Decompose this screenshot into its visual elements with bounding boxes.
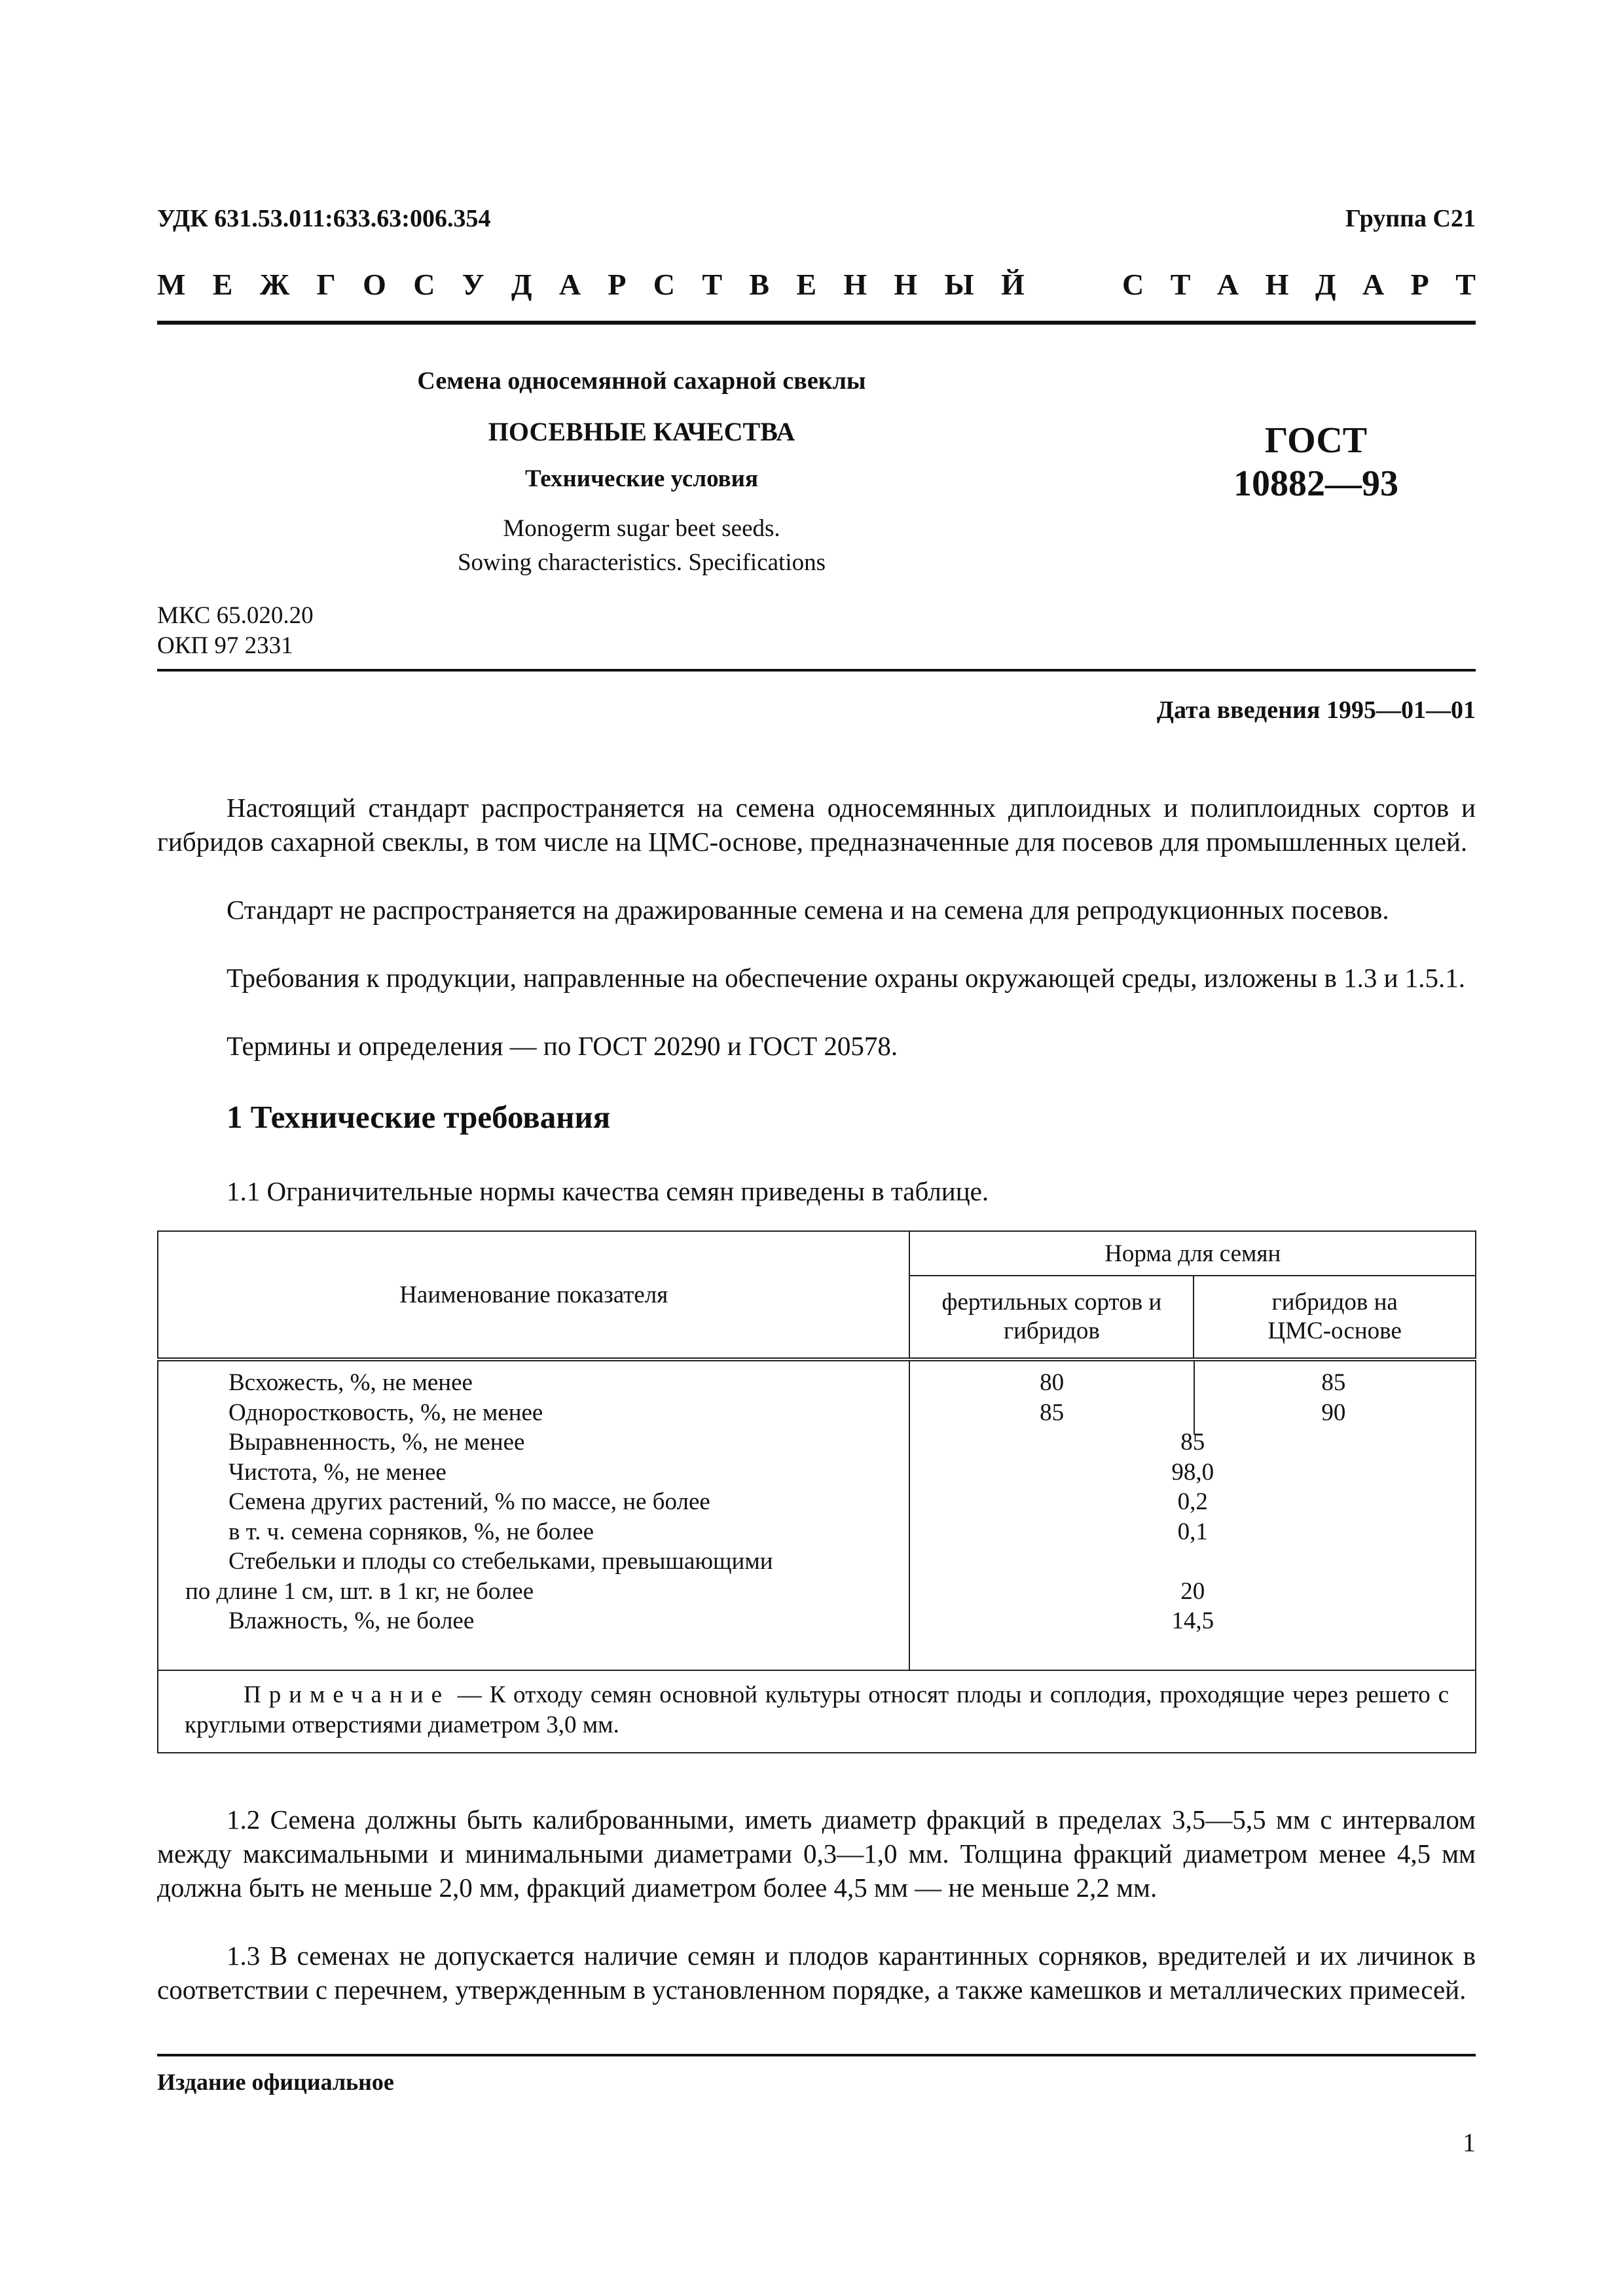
heading-letter: Е [796,268,817,301]
heading-letter: Н [894,268,918,301]
indicator-names-column [158,1359,909,1670]
norm-value-row: 0,2 [1177,1488,1208,1515]
header-norm: Норма для семян [909,1231,1476,1276]
heading-letter: Й [1001,268,1025,301]
header-hybrid-text: гибридов на ЦМС-основе [1267,1289,1402,1345]
paragraph-1-2 [157,1803,1476,1905]
paragraph-1-1-text: 1.1 Ограничительные нормы качества семян приведены в таблице. [227,1176,989,1206]
codes-rule [157,669,1476,672]
norm-value-row [911,1368,1474,1398]
indicator-name: Чистота, %, не менее [228,1458,447,1486]
udk-code: УДК 631.53.011:633.63:006.354 [157,205,491,232]
heading-letter: А [558,268,581,301]
gost-number [1198,419,1434,505]
standard-word [1122,267,1476,302]
intro-paragraph-4 [157,1029,1476,1063]
heading-letter: Н [843,268,867,301]
norm-value-row [911,1398,1474,1428]
interstate-standard-heading [157,267,1476,306]
footer-rule [157,2054,1476,2056]
intro-text-2: Стандарт не распространяется на дражированные семена и на семена для репродукционных посевов. [227,895,1389,925]
official-edition: Издание официальное [157,2069,394,2095]
header-fertile [909,1276,1194,1359]
interstate-word [157,267,1025,302]
norm-value-row: 14,5 [1171,1607,1214,1634]
heading-letter: А [1362,268,1385,301]
indicator-name: Одноростковость, %, не менее [228,1399,543,1426]
heading-letter: Ы [944,268,974,301]
heading-letter: Т [1455,268,1476,301]
heading-letter: Р [608,268,627,301]
paragraph-1-1 [157,1174,1476,1208]
heading-letter: Т [1170,268,1191,301]
paragraph-1-3-text: 1.3 В семенах не допускается наличие семян и плодов карантинных сорняков, вредителей и их личинок в соответствии с перечнем, утвержденным в установленном порядке, а также камешков и металлических примесей. [157,1941,1476,2005]
hybrid-value: 90 [1321,1399,1346,1426]
heading-letter: М [157,268,186,301]
heading-letter: Д [1315,268,1336,301]
english-title-line2: Sowing characteristics. Specifications [457,549,826,576]
norm-values-column [909,1359,1476,1670]
heading-letter: С [653,268,676,301]
heading-letter: А [1216,268,1239,301]
okp-code: ОКП 97 2331 [157,632,293,659]
intro-text-4: Термины и определения — по ГОСТ 20290 и ГОСТ 20578. [227,1031,898,1061]
group-code: Группа С21 [1345,205,1476,232]
heading-letter: С [413,268,435,301]
hybrid-value: 85 [1321,1369,1346,1396]
heading-letter: О [363,268,386,301]
header-fertile-text: фертильных сортов и гибридов [941,1289,1162,1345]
gost-code: 10882—93 [1233,463,1398,504]
indicator-name: в т. ч. семена сорняков, %, не более [228,1518,594,1545]
heading-letter: В [749,268,770,301]
indicator-name: Всхожесть, %, не менее [228,1369,473,1396]
norm-value-row [911,1547,1474,1577]
quality-norms-table [157,1230,1476,1753]
note-text: — К отходу семян основной культуры относят плоды и соплодия, проходящие через решето с круглыми отверстиями диаметром 3,0 мм. [185,1681,1449,1738]
heading-letter: Ж [259,268,290,301]
indicator-name: Влажность, %, не более [228,1607,475,1634]
doc-title-line1: Семена односемянной сахарной свеклы [417,367,866,395]
indicator-name: Выравненность, %, не менее [228,1429,525,1456]
heading-letter: Д [511,268,532,301]
doc-title-line3: Технические условия [525,465,758,492]
section-heading: 1 Технические требования [227,1099,611,1135]
introduction-date: Дата введения 1995—01—01 [1156,696,1476,724]
doc-title-english [367,512,917,580]
heading-letter: Е [212,268,233,301]
indicator-name: по длине 1 см, шт. в 1 кг, не более [185,1577,534,1605]
fertile-value: 80 [1040,1369,1065,1396]
note-label: Примечание [244,1681,450,1708]
gost-label: ГОСТ [1264,420,1368,461]
header-hybrid [1194,1276,1476,1359]
english-title-line1: Monogerm sugar beet seeds. [503,515,780,542]
norm-value-row: 98,0 [1171,1458,1214,1486]
paragraph-1-3 [157,1939,1476,2007]
intro-text-1: Настоящий стандарт распространяется на семена односемянных диплоидных и полиплоидных сортов и гибридов сахарной свеклы, в том числе на ЦМС-основе, предназначенные для посевов для промышленных целей. [157,793,1476,857]
heading-letter: Г [316,268,336,301]
page-number: 1 [1463,2128,1476,2157]
intro-paragraph-2 [157,893,1476,927]
indicator-name: Семена других растений, % по массе, не более [228,1488,710,1515]
doc-title-line2: ПОСЕВНЫЕ КАЧЕСТВА [488,417,795,446]
intro-paragraph-1 [157,791,1476,859]
mks-code: МКС 65.020.20 [157,602,314,629]
heading-letter: Н [1265,268,1289,301]
header-indicator-name: Наименование показателя [158,1231,909,1359]
intro-paragraph-3 [157,961,1476,995]
norm-value-row: 0,1 [1177,1518,1208,1545]
heading-letter: Р [1410,268,1429,301]
indicator-name: Стебельки и плоды со стебельками, превышающими [228,1548,773,1575]
paragraph-1-2-text: 1.2 Семена должны быть калиброванными, иметь диаметр фракций в пределах 3,5—5,5 мм с интервалом между максимальными и минимальными диаметрами 0,3—1,0 мм. Толщина фракций диаметром менее 4,5 мм должна быть не меньше 2,0 мм, фракций диаметром более 4,5 мм — не меньше 2,2 мм. [157,1804,1476,1903]
intro-text-3: Требования к продукции, направленные на обеспечение охраны окружающей среды, изложены в 1.3 и 1.5.1. [227,963,1466,993]
heading-letter: Т [702,268,723,301]
table-note [158,1670,1476,1753]
header-rule [157,321,1476,325]
classification-codes [157,601,314,661]
fertile-value: 85 [1040,1399,1065,1426]
heading-letter: У [462,268,484,301]
heading-letter: С [1122,268,1144,301]
norm-value-row: 85 [1180,1429,1205,1456]
norm-value-row: 20 [1180,1577,1205,1605]
